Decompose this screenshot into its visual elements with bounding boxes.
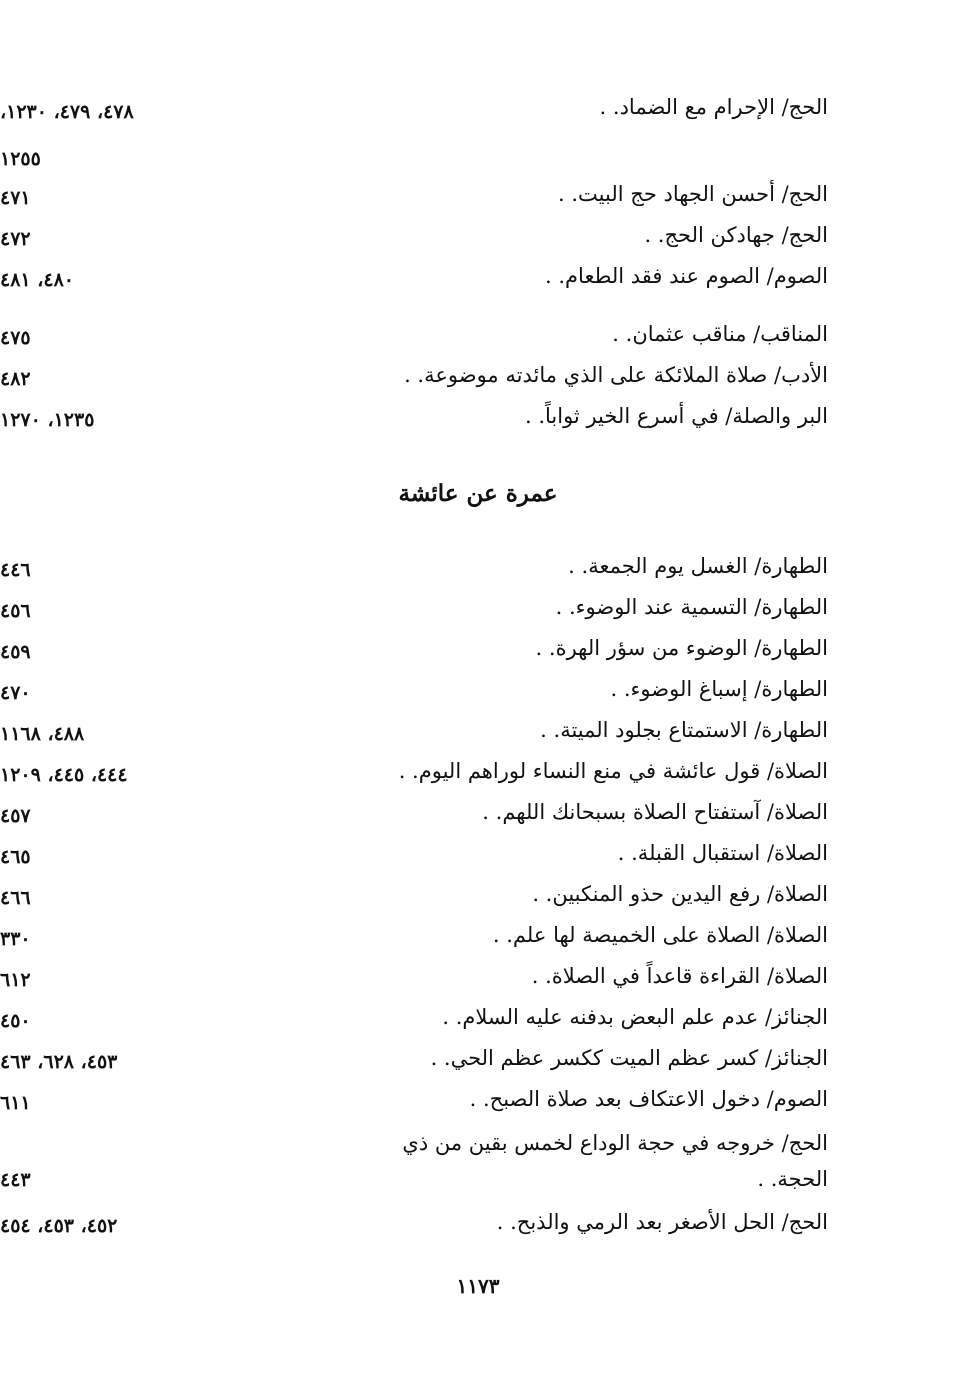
index-entry [0,220,956,261]
entry-page-refs: ٤٥٢، ٤٥٣، ٤٥٤ [0,1215,118,1237]
entry-page-refs: ٣٣٠ [0,928,31,950]
index-entry [0,674,956,715]
index-entry [0,360,956,401]
entry-topic: الجنائز/ عدم علم البعض بدفنه عليه السلام. . [442,1005,828,1029]
entry-topic: الطهارة/ الوضوء من سؤر الهرة. . [535,636,828,660]
index-entry [0,1207,956,1248]
entry-page-refs: ٤٧٨، ٤٧٩، ١٢٣٠، [0,101,134,123]
index-entry [0,261,956,319]
entry-page-refs: ٦١١ [0,1092,31,1114]
entry-page-refs: ٤٥٩ [0,641,31,663]
entry-topic: الحج/ الإحرام مع الضماد. . [599,95,828,119]
entry-page-refs-continued: ١٢٥٥ [0,148,41,170]
entry-topic: الصوم/ دخول الاعتكاف بعد صلاة الصبح. . [469,1087,828,1111]
section-heading: عمرة عن عائشة [398,480,558,507]
entry-topic: الجنائز/ كسر عظم الميت ككسر عظم الحي. . [430,1046,828,1070]
entry-topic: الصلاة/ القراءة قاعداً في الصلاة. . [531,964,828,988]
entry-topic: الحج/ خروجه في حجة الوداع لخمس بقين من ذي الحجة. . [402,1131,828,1191]
index-entry [0,401,956,442]
entry-page-refs: ٤٦٥ [0,846,31,868]
entry-page-refs: ٤٤٤، ٤٤٥، ١٢٠٩ [0,764,128,786]
index-entry [0,592,956,633]
entry-page-refs: ٤٦٦ [0,887,31,909]
entry-topic: الطهارة/ الاستمتاع بجلود الميتة. . [540,718,828,742]
entry-page-refs: ٤٨٢ [0,368,31,390]
entry-topic: الحج/ جهادكن الحج. . [644,223,828,247]
entry-page-refs: ٤٤٦ [0,559,31,581]
entry-topic: الحج/ أحسن الجهاد حج البيت. . [558,182,828,206]
index-entry [0,920,956,961]
entry-topic: الطهارة/ الغسل يوم الجمعة. . [568,554,828,578]
index-entry [0,1125,956,1207]
entry-page-refs: ٤٥٣، ٦٢٨، ٤٦٣ [0,1051,118,1073]
entry-page-refs: ٤٧١ [0,187,31,209]
entry-page-refs: ٤٨٠، ٤٨١ [0,269,74,291]
index-entry [0,756,956,797]
entry-topic: الطهارة/ التسمية عند الوضوء. . [555,595,828,619]
index-list-aisha [0,551,956,1248]
entry-page-refs: ٤٧٢ [0,228,31,250]
index-entry [0,838,956,879]
entry-page-refs: ٤٤٣ [0,1169,31,1191]
entry-topic: الحج/ الحل الأصغر بعد الرمي والذبح. . [496,1210,828,1234]
entry-page-refs: ٤٨٨، ١١٦٨ [0,723,85,745]
entry-topic: الصلاة/ رفع اليدين حذو المنكبين. . [532,882,828,906]
index-entry [0,879,956,920]
entry-page-refs: ٤٧٥ [0,327,31,349]
index-entry [0,797,956,838]
entry-page-refs: ٤٥٦ [0,600,31,622]
entry-page-refs: ١٢٣٥، ١٢٧٠ [0,409,95,431]
index-entry [0,715,956,756]
index-entry [0,1043,956,1084]
index-entry [0,1084,956,1125]
entry-topic: المناقب/ مناقب عثمان. . [612,322,828,346]
entry-topic: الصلاة/ استقبال القبلة. . [617,841,828,865]
entry-page-refs: ٦١٢ [0,969,31,991]
index-entry [0,319,956,360]
entry-page-refs: ٤٥٧ [0,805,31,827]
entry-page-refs: ٤٧٠ [0,682,31,704]
index-entry [0,92,956,179]
page-number: ١١٧٣ [456,1274,500,1298]
index-list-top [0,92,956,442]
entry-page-refs: ٤٥٠ [0,1010,31,1032]
index-entry [0,179,956,220]
index-entry [0,961,956,1002]
entry-topic: الصلاة/ الصلاة على الخميصة لها علم. . [492,923,828,947]
index-entry [0,1002,956,1043]
entry-topic: الصلاة/ آستفتاح الصلاة بسبحانك اللهم. . [482,800,828,824]
entry-topic: الطهارة/ إسباغ الوضوء. . [610,677,828,701]
entry-topic: الأدب/ صلاة الملائكة على الذي مائدته موضوعة. . [404,363,828,387]
index-entry [0,551,956,592]
entry-topic: الصلاة/ قول عائشة في منع النساء لوراهم اليوم. . [398,759,828,783]
index-entry [0,633,956,674]
entry-topic: الصوم/ الصوم عند فقد الطعام. . [545,264,828,288]
entry-topic: البر والصلة/ في أسرع الخير ثواباً. . [524,404,828,428]
